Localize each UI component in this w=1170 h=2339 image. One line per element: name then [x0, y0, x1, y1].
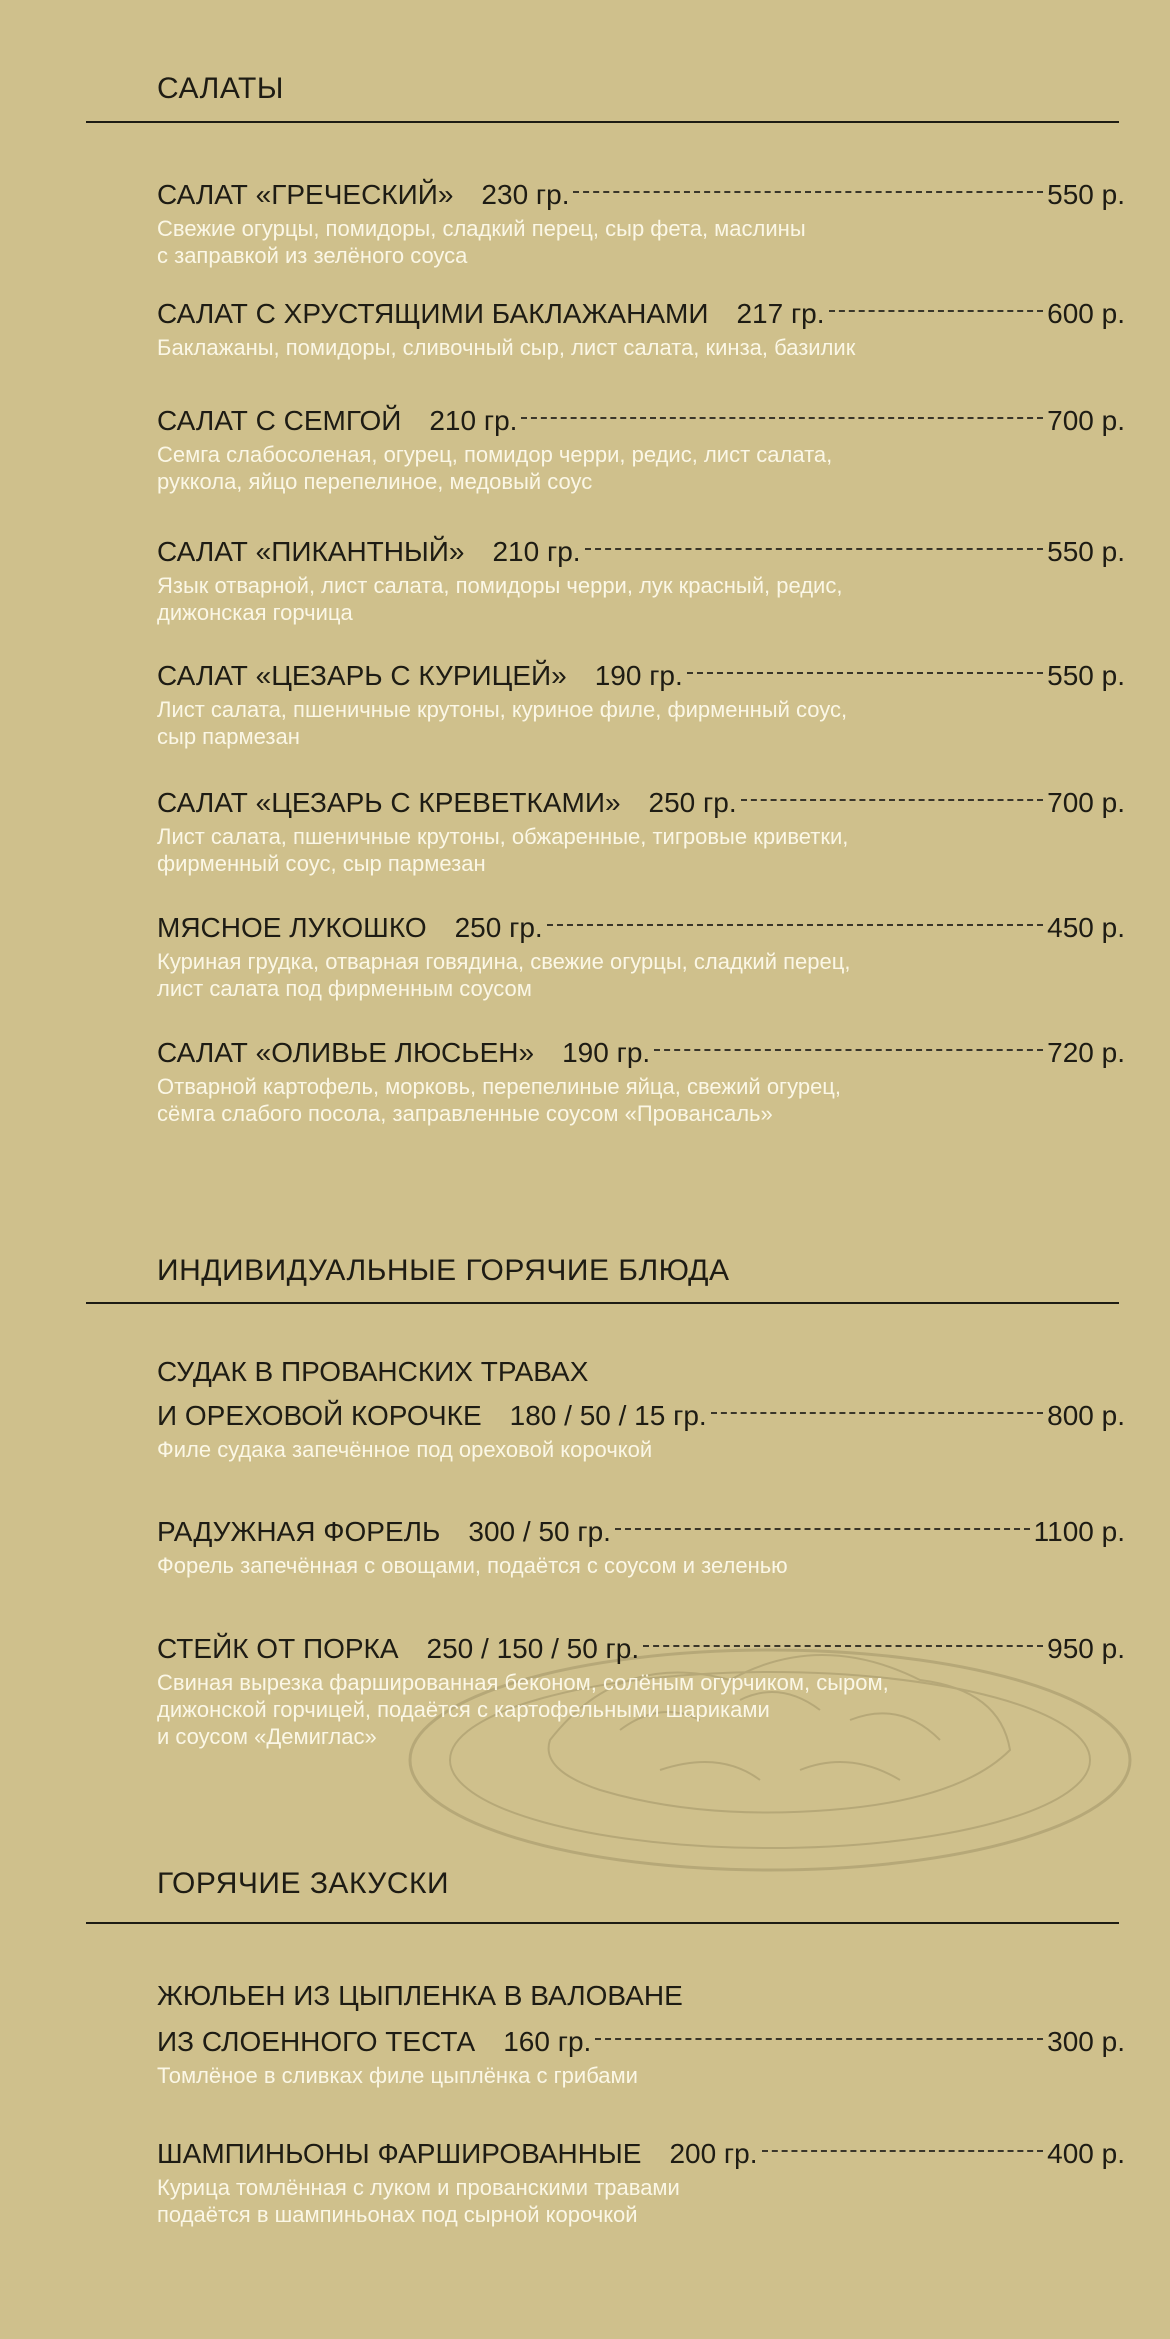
- item-price: 1100 р.: [1033, 1516, 1125, 1547]
- item-description: Баклажаны, помидоры, сливочный сыр, лист салата, кинза, базилик: [157, 335, 856, 360]
- item-weight: 200 гр.: [669, 2138, 758, 2169]
- menu-item: [157, 1036, 1125, 1127]
- item-name: САЛАТ «ЦЕЗАРЬ С КРЕВЕТКАМИ»: [157, 787, 621, 818]
- item-price: 550 р.: [1047, 179, 1125, 210]
- item-price: 450 р.: [1047, 912, 1125, 943]
- item-weight: 190 гр.: [562, 1037, 651, 1068]
- item-weight: 250 / 150 / 50 гр.: [426, 1633, 640, 1664]
- menu-item: [157, 1515, 1125, 1579]
- item-description: Свиная вырезка фаршированная беконом, солёным огурчиком, сыром,: [157, 1670, 889, 1695]
- menu-item: [157, 178, 1125, 269]
- menu-item: [157, 2137, 1125, 2228]
- menu-item: [157, 786, 1125, 877]
- dot-leader: [615, 1528, 1030, 1530]
- item-price: 400 р.: [1047, 2138, 1125, 2169]
- item-price: 700 р.: [1047, 405, 1125, 436]
- item-description: дижонская горчица: [157, 600, 353, 625]
- item-name: САЛАТ «ГРЕЧЕСКИЙ»: [157, 179, 454, 210]
- item-price: 300 р.: [1047, 2026, 1125, 2057]
- dot-leader: [711, 1412, 1043, 1414]
- menu-item: [157, 1355, 1125, 1463]
- item-name: САЛАТ «ЦЕЗАРЬ С КУРИЦЕЙ»: [157, 660, 567, 691]
- dot-leader: [547, 924, 1043, 926]
- item-description: Отварной картофель, морковь, перепелиные яйца, свежий огурец,: [157, 1074, 842, 1099]
- item-price: 720 р.: [1047, 1037, 1125, 1068]
- item-description: Куриная грудка, отварная говядина, свежие огурцы, сладкий перец,: [157, 949, 851, 974]
- item-description: фирменный соус, сыр пармезан: [157, 851, 486, 876]
- item-description: Филе судака запечённое под ореховой корочкой: [157, 1437, 653, 1462]
- item-weight: 180 / 50 / 15 гр.: [509, 1400, 707, 1431]
- item-description: дижонской горчицей, подаётся с картофельными шариками: [157, 1697, 770, 1722]
- item-price: 800 р.: [1047, 1400, 1125, 1431]
- item-description: сёмга слабого посола, заправленные соусом «Провансаль»: [157, 1101, 773, 1126]
- item-weight: 250 гр.: [454, 912, 543, 943]
- item-name-line1: СУДАК В ПРОВАНСКИХ ТРАВАХ: [157, 1356, 589, 1387]
- dot-leader: [762, 2150, 1044, 2152]
- menu-item: [157, 1979, 1125, 2089]
- dot-leader: [687, 672, 1043, 674]
- item-description: Томлёное в сливках филе цыплёнка с грибами: [157, 2063, 638, 2088]
- item-price: 550 р.: [1047, 660, 1125, 691]
- dot-leader: [654, 1049, 1043, 1051]
- dot-leader: [573, 191, 1043, 193]
- section-title-salads: САЛАТЫ: [157, 72, 284, 105]
- dot-leader: [585, 548, 1044, 550]
- item-price: 700 р.: [1047, 787, 1125, 818]
- item-weight: 210 гр.: [429, 405, 518, 436]
- dot-leader: [741, 799, 1044, 801]
- item-description: Семга слабосоленая, огурец, помидор черри, редис, лист салата,: [157, 442, 833, 467]
- item-weight: 230 гр.: [481, 179, 570, 210]
- item-description: лист салата под фирменным соусом: [157, 976, 532, 1001]
- section-divider: [86, 1302, 1119, 1304]
- menu-item: [157, 404, 1125, 495]
- item-weight: 160 гр.: [503, 2026, 592, 2057]
- item-description: Курица томлённая с луком и прованскими травами: [157, 2175, 680, 2200]
- item-name: ШАМПИНЬОНЫ ФАРШИРОВАННЫЕ: [157, 2138, 642, 2169]
- menu-item: [157, 911, 1125, 1002]
- section-divider: [86, 1922, 1119, 1924]
- dot-leader: [595, 2038, 1043, 2040]
- item-description: Свежие огурцы, помидоры, сладкий перец, сыр фета, маслины: [157, 216, 806, 241]
- item-name: САЛАТ «ОЛИВЬЕ ЛЮСЬЕН»: [157, 1037, 535, 1068]
- item-name: САЛАТ С ХРУСТЯЩИМИ БАКЛАЖАНАМИ: [157, 298, 709, 329]
- menu-item: [157, 1632, 1125, 1750]
- item-weight: 210 гр.: [492, 536, 581, 567]
- dot-leader: [829, 310, 1044, 312]
- item-name: РАДУЖНАЯ ФОРЕЛЬ: [157, 1516, 441, 1547]
- item-name: И ОРЕХОВОЙ КОРОЧКЕ: [157, 1400, 482, 1431]
- menu-item: [157, 297, 1125, 361]
- item-price: 550 р.: [1047, 536, 1125, 567]
- item-name: ИЗ СЛОЕННОГО ТЕСТА: [157, 2026, 476, 2057]
- item-description: подаётся в шампиньонах под сырной корочкой: [157, 2202, 638, 2227]
- item-description: руккола, яйцо перепелиное, медовый соус: [157, 469, 593, 494]
- item-description: с заправкой из зелёного соуса: [157, 243, 468, 268]
- item-description: и соусом «Демиглас»: [157, 1724, 377, 1749]
- item-weight: 300 / 50 гр.: [468, 1516, 611, 1547]
- section-title-hot-appetizers: ГОРЯЧИЕ ЗАКУСКИ: [157, 1867, 450, 1900]
- dot-leader: [643, 1645, 1043, 1647]
- item-price: 600 р.: [1047, 298, 1125, 329]
- item-price: 950 р.: [1047, 1633, 1125, 1664]
- item-description: сыр пармезан: [157, 724, 300, 749]
- item-weight: 250 гр.: [648, 787, 737, 818]
- item-description: Форель запечённая с овощами, подаётся с соусом и зеленью: [157, 1553, 788, 1578]
- item-name: МЯСНОЕ ЛУКОШКО: [157, 912, 427, 943]
- item-name: САЛАТ С СЕМГОЙ: [157, 405, 402, 436]
- section-title-hot-dishes: ИНДИВИДУАЛЬНЫЕ ГОРЯЧИЕ БЛЮДА: [157, 1254, 730, 1287]
- item-name: СТЕЙК ОТ ПОРКА: [157, 1633, 399, 1664]
- item-name: САЛАТ «ПИКАНТНЫЙ»: [157, 536, 465, 567]
- item-weight: 217 гр.: [736, 298, 825, 329]
- menu-item: [157, 535, 1125, 626]
- dot-leader: [521, 417, 1043, 419]
- item-weight: 190 гр.: [594, 660, 683, 691]
- menu-item: [157, 659, 1125, 750]
- item-description: Язык отварной, лист салата, помидоры черри, лук красный, редис,: [157, 573, 843, 598]
- section-divider: [86, 121, 1119, 123]
- item-description: Лист салата, пшеничные крутоны, куриное филе, фирменный соус,: [157, 697, 848, 722]
- item-name-line1: ЖЮЛЬЕН ИЗ ЦЫПЛЕНКА В ВАЛОВАНЕ: [157, 1980, 683, 2011]
- item-description: Лист салата, пшеничные крутоны, обжаренные, тигровые криветки,: [157, 824, 849, 849]
